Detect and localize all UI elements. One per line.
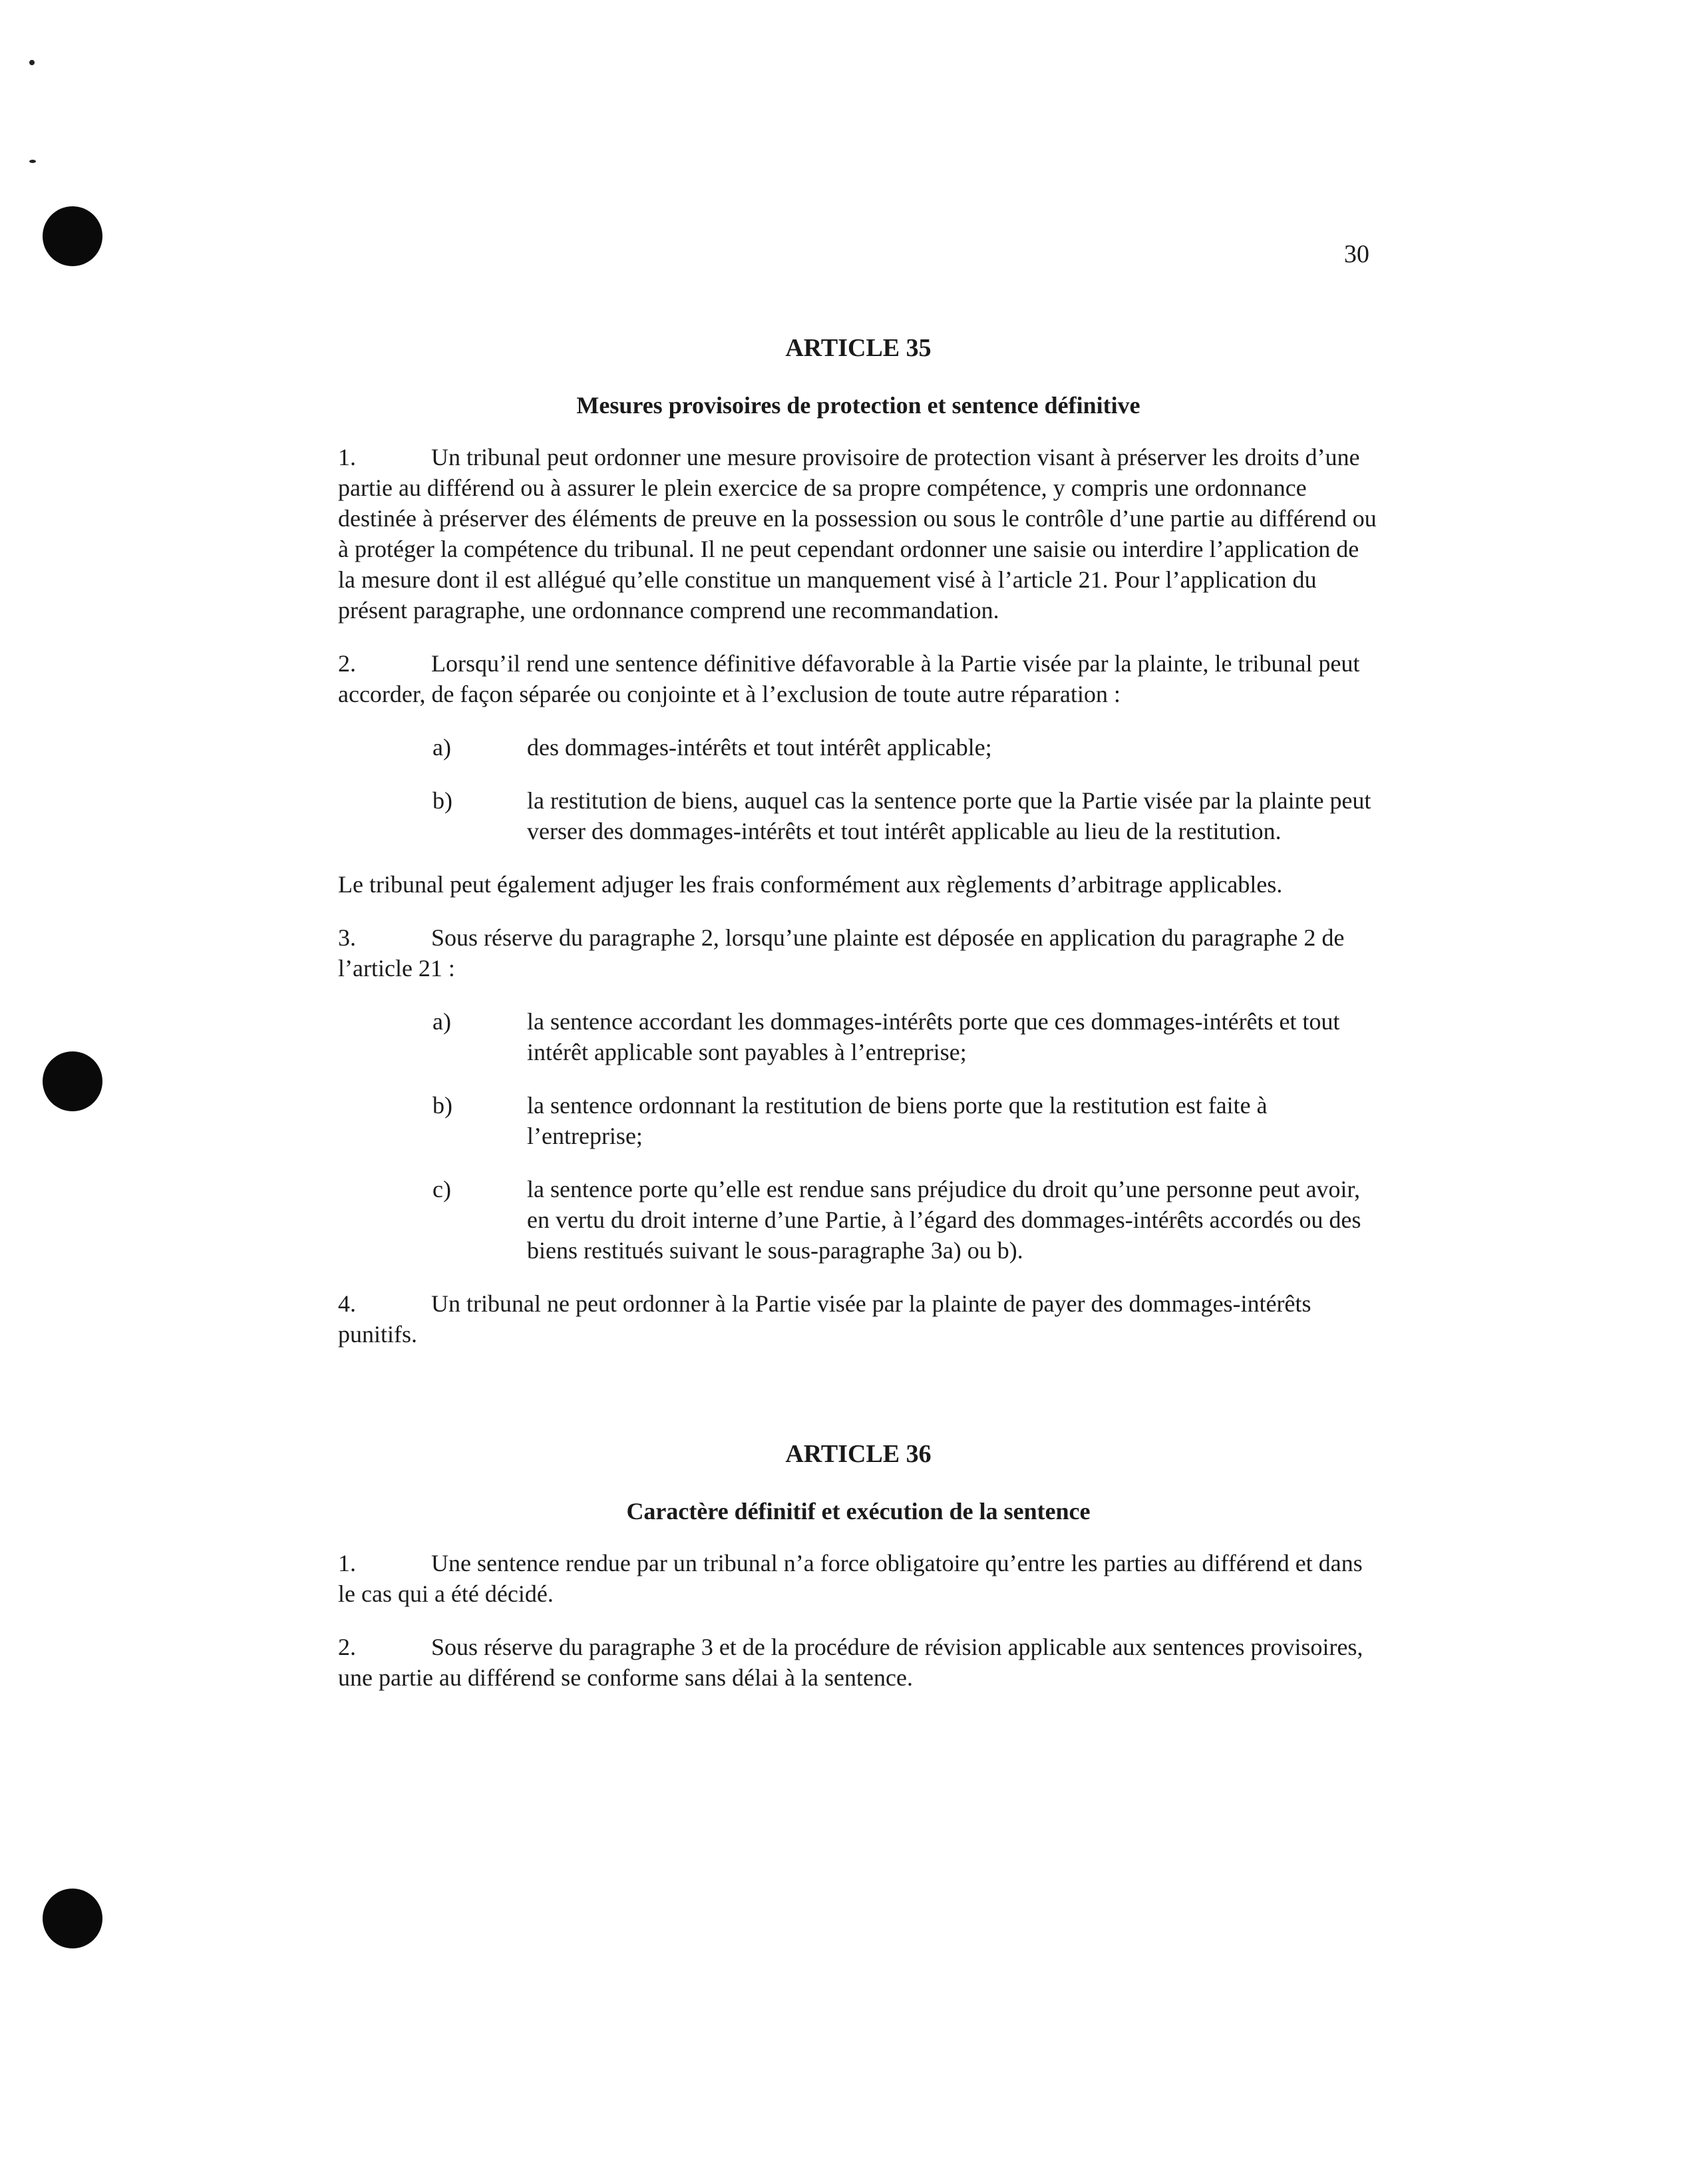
paragraph-closing: Le tribunal peut également adjuger les frais conformément aux règlements d’arbitrage applicables. (338, 871, 1283, 898)
punch-hole-middle (43, 1051, 102, 1111)
subparagraph-b (338, 1090, 1379, 1151)
paragraph-2 (338, 648, 1379, 709)
paragraph-1 (338, 1548, 1379, 1609)
punch-hole-bottom (43, 1889, 102, 1948)
paragraph-1 (338, 442, 1379, 626)
subparagraph-letter: a) (432, 1008, 451, 1035)
paragraph-number: 1. (338, 1550, 356, 1576)
subparagraph-a (338, 732, 1379, 763)
article-35 (338, 333, 1379, 1350)
article-subtitle: Caractère définitif et exécution de la sentence (626, 1498, 1091, 1525)
paragraph-text: Un tribunal ne peut ordonner à la Partie visée par la plainte de payer des dommages-intérêts punitifs. (338, 1290, 1311, 1348)
article-subtitle: Mesures provisoires de protection et sentence définitive (576, 392, 1140, 419)
paragraph-text: Sous réserve du paragraphe 2, lorsqu’une plainte est déposée en application du paragraphe 2 de l’article 21 : (338, 924, 1345, 982)
paragraph-3 (338, 922, 1379, 984)
subparagraph-letter: c) (432, 1176, 451, 1202)
article-36 (338, 1439, 1379, 1693)
paragraph-number: 3. (338, 924, 356, 951)
paragraph-number: 2. (338, 1634, 356, 1660)
subparagraph-text: la sentence ordonnant la restitution de biens porte que la restitution est faite à l’entreprise; (527, 1092, 1268, 1149)
paragraph-text: Sous réserve du paragraphe 3 et de la procédure de révision applicable aux sentences provisoires, une partie au différend se conforme sans délai à la sentence. (338, 1634, 1363, 1691)
paragraph-number: 2. (338, 650, 356, 677)
paragraph-text: Un tribunal peut ordonner une mesure provisoire de protection visant à préserver les droits d’une partie au différend ou à assurer le plein exercice de sa propre compétence, y compris une ordonnance destinée à préserver des éléments de preuve en la possession ou sous le contrôle d’une partie au différend ou à protéger la compétence du tribunal. Il ne peut cependant ordonner une saisie ou interdire l’application de la mesure dont il est allégué qu’elle constitue un manquement visé à l’article 21. Pour l’application du présent paragraphe, une ordonnance comprend une recommandation. (338, 444, 1377, 624)
scan-speck (29, 160, 36, 163)
subparagraph-text: la sentence porte qu’elle est rendue sans préjudice du droit qu’une personne peut avoir, en vertu du droit interne d’une Partie, à l’égard des dommages-intérêts accordés ou des biens restitués suivant le sous-paragraphe 3a) ou b). (527, 1176, 1361, 1264)
paragraph-number: 1. (338, 444, 356, 470)
subparagraph-letter: b) (432, 787, 452, 814)
subparagraph-text: la sentence accordant les dommages-intérêts porte que ces dommages-intérêts et tout intérêt applicable sont payables à l’entreprise; (527, 1008, 1340, 1065)
document-body (338, 333, 1379, 1716)
subparagraph-text: des dommages-intérêts et tout intérêt applicable; (527, 734, 992, 761)
page-number: 30 (1344, 240, 1369, 268)
subparagraph-text: la restitution de biens, auquel cas la sentence porte que la Partie visée par la plainte peut verser des dommages-intérêts et tout intérêt applicable au lieu de la restitution. (527, 787, 1371, 844)
subparagraph-letter: b) (432, 1092, 452, 1119)
paragraph-text: Une sentence rendue par un tribunal n’a force obligatoire qu’entre les parties au différend et dans le cas qui a été décidé. (338, 1550, 1363, 1607)
subparagraph-letter: a) (432, 734, 451, 761)
subparagraph-b (338, 785, 1379, 846)
paragraph-number: 4. (338, 1290, 356, 1317)
paragraph-2 (338, 1632, 1379, 1693)
paragraph-4 (338, 1288, 1379, 1350)
section-gap (338, 1372, 1379, 1439)
subparagraph-a (338, 1006, 1379, 1067)
article-title: ARTICLE 36 (785, 1440, 932, 1468)
punch-hole-top (43, 206, 102, 266)
paragraph-text: Lorsqu’il rend une sentence définitive défavorable à la Partie visée par la plainte, le tribunal peut accorder, de façon séparée ou conjointe et à l’exclusion de toute autre réparation : (338, 650, 1360, 707)
article-title: ARTICLE 35 (785, 334, 932, 362)
subparagraph-c (338, 1174, 1379, 1266)
scan-speck (29, 60, 35, 65)
